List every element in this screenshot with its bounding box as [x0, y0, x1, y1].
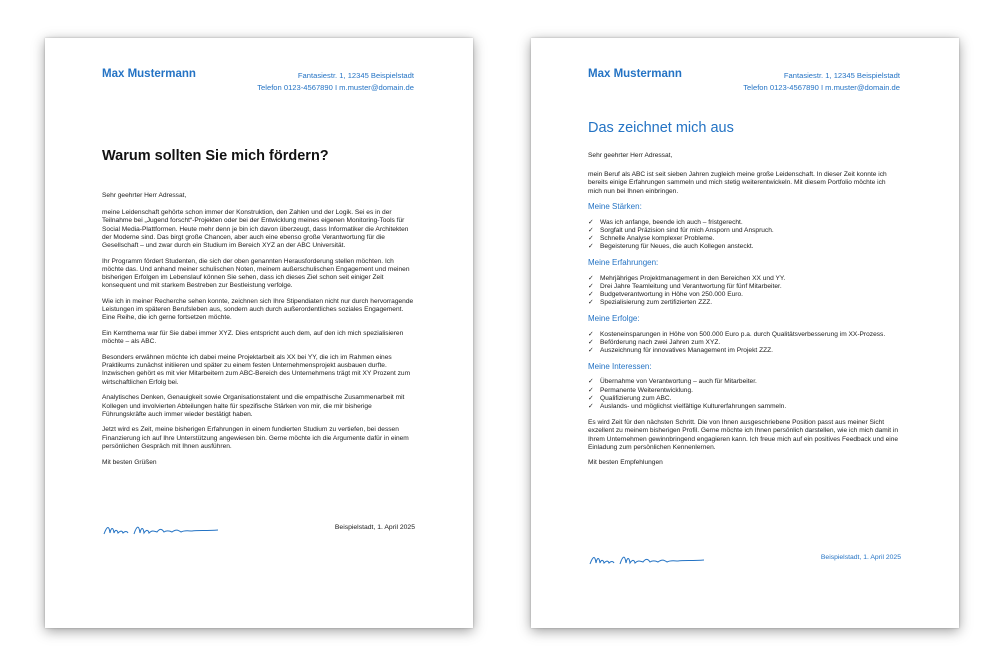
checkmark-icon: ✓	[588, 282, 594, 290]
list-item: ✓ Auslands- und möglichst vielfältige Kulturerfahrungen sammeln.	[588, 402, 787, 410]
list-item: ✓ Sorgfalt und Präzision sind für mich Ansporn und Anspruch.	[588, 226, 774, 234]
list-item: ✓ Schnelle Analyse komplexer Probleme.	[588, 234, 715, 242]
sender-address-block	[743, 70, 900, 93]
sender-name: Max Mustermann	[588, 68, 682, 80]
list-item: ✓ Kosteneinsparungen in Höhe von 500.000 Euro p.a. durch Qualitätsverbesserung im XX-Prozess.	[588, 330, 886, 338]
salutation: Sehr geehrter Herr Adressat,	[102, 192, 187, 199]
experience-list	[588, 275, 901, 308]
outro-paragraph: Es wird Zeit für den nächsten Schritt. Die von Ihnen ausgeschriebene Position passt aus meiner Sicht exzellent zu meinem bisherigen Profil. Gerne möchte ich Ihnen persönlich darstellen, wie ich mich damit in Ihrem Unternehmen gewinnbringend engagieren kann. Ich freue mich auf ein positives Feedback und eine Einladung zum persönlichen Kennenlernen.	[588, 419, 899, 451]
successes-list	[588, 331, 901, 356]
checkmark-icon: ✓	[588, 346, 594, 354]
paragraph: Jetzt wird es Zeit, meine bisherigen Erfahrungen in einem fundierten Studium zu vertiefen, bei dessen Finanzierung ich auf Ihre Unterstützung angewiesen bin. Gerne möchte ich die Argumente dafür in einem persönlichen Gespräch mit Ihnen ausführen.	[102, 426, 409, 450]
list-item: ✓ Spezialisierung zum zertifizierten ZZZ.	[588, 299, 713, 307]
sender-contact: Telefon 0123-4567890 I m.muster@domain.de	[257, 82, 414, 92]
section-heading-experience: Meine Erfahrungen:	[588, 258, 659, 268]
list-item: ✓ Qualifizierung zum ABC.	[588, 394, 672, 402]
sender-contact: Telefon 0123-4567890 I m.muster@domain.de	[743, 82, 900, 92]
closing: Mit besten Empfehlungen	[588, 459, 663, 467]
letter-body	[102, 192, 415, 474]
paragraph: Besonders erwähnen möchte ich dabei meine Projektarbeit als XX bei YY, die ich im Rahmen eines Praktikums zunächst initiieren und später zu einem festen Unternehmensprojekt ausbauen durfte. Inzwischen gehört es mit vier Mitarbeitern zum ABC-Bereich des Unternehmens trägt mit XY Prozent zum wirtschaftlichen Erfolg bei.	[102, 354, 411, 386]
list-item: ✓ Übernahme von Verantwortung – auch für Mitarbeiter.	[588, 378, 757, 386]
letter-page-2	[531, 38, 959, 628]
intro-paragraph: mein Beruf als ABC ist seit sieben Jahren zugleich meine große Leidenschaft. In dieser Zeit konnte ich bereits einige Erfahrungen sammeln und mich stetig weiterentwickeln. Mit diesem Portfolio möchte ich mich nun bei Ihnen einbringen.	[588, 171, 887, 195]
checkmark-icon: ✓	[588, 338, 594, 346]
letter-date: Beispielstadt, 1. April 2025	[820, 554, 901, 561]
list-item: ✓ Drei Jahre Teamleitung und Verantwortung für fünf Mitarbeiter.	[588, 282, 782, 290]
paragraph: meine Leidenschaft gehörte schon immer der Konstruktion, den Zahlen und der Logik. Sei es in der Teilnahme bei „Jugend forscht“-Projekten oder bei der Entwicklung meines eigenen Monitoring-Tools für Social Media-Plattformen. Heute mehr denn je bin ich davon überzeugt, dass Informatiker die Architekten der Moderne sind. Das birgt große Chancen, aber auch eine ebenso große Verantwortung für die Gesellschaft – und zwar durch ein Studium im Bereich XYZ an der ABC Universität.	[102, 209, 409, 250]
signature-row	[102, 520, 415, 540]
list-item: ✓ Budgetverantwortung in Höhe von 250.000 Euro.	[588, 290, 743, 298]
salutation: Sehr geehrter Herr Adressat,	[588, 152, 673, 159]
sender-address: Fantasiestr. 1, 12345 Beispielstadt	[783, 71, 900, 80]
checkmark-icon: ✓	[588, 226, 594, 234]
sender-address: Fantasiestr. 1, 12345 Beispielstadt	[297, 71, 414, 80]
letter-body	[588, 152, 901, 475]
sender-address-block	[257, 70, 414, 93]
checkmark-icon: ✓	[588, 402, 594, 410]
checkmark-icon: ✓	[588, 378, 594, 386]
checkmark-icon: ✓	[588, 299, 594, 307]
section-heading-strengths: Meine Stärken:	[588, 202, 642, 212]
checkmark-icon: ✓	[588, 274, 594, 282]
interests-list	[588, 378, 901, 411]
closing: Mit besten Grüßen	[102, 458, 157, 466]
letter-page-1	[45, 38, 473, 628]
handwritten-signature	[588, 550, 706, 570]
checkmark-icon: ✓	[588, 218, 594, 226]
checkmark-icon: ✓	[588, 386, 594, 394]
checkmark-icon: ✓	[588, 394, 594, 402]
page-title: Warum sollten Sie mich fördern?	[102, 148, 329, 164]
page-title: Das zeichnet mich aus	[588, 120, 734, 136]
signature-row	[588, 550, 901, 570]
list-item: ✓ Begeisterung für Neues, die auch Kollegen ansteckt.	[588, 243, 754, 251]
list-item: ✓ Permanente Weiterentwicklung.	[588, 386, 693, 394]
paragraph: Wie ich in meiner Recherche sehen konnte, zeichnen sich Ihre Stipendiaten nicht nur durch hervorragende Leistungen im späteren Berufsleben aus, sondern auch durch außerordentliches soziales Engagement. Eine Reihe, die ich gerne fortsetzen möchte.	[102, 298, 414, 322]
section-heading-successes: Meine Erfolge:	[588, 314, 640, 324]
checkmark-icon: ✓	[588, 234, 594, 242]
checkmark-icon: ✓	[588, 330, 594, 338]
sender-name: Max Mustermann	[102, 68, 196, 80]
strengths-list	[588, 219, 901, 252]
list-item: ✓ Was ich anfange, beende ich auch – fristgerecht.	[588, 218, 743, 226]
paragraph: Ein Kernthema war für Sie dabei immer XYZ. Dies entspricht auch dem, auf den ich mich spezialisieren möchte – als ABC.	[102, 330, 404, 346]
section-heading-interests: Meine Interessen:	[588, 362, 652, 372]
checkmark-icon: ✓	[588, 243, 594, 251]
list-item: ✓ Auszeichnung für innovatives Management im Projekt ZZZ.	[588, 346, 773, 354]
paragraph: Analytisches Denken, Genauigkeit sowie Organisationstalent und die empathische Zusammenarbeit mit Kollegen und involvierten Abteilungen halte für spezifische Stärken von mir, die mir bisherige Führungskräfte auch immer wieder bestätigt haben.	[102, 394, 405, 418]
list-item: ✓ Mehrjähriges Projektmanagement in den Bereichen XX und YY.	[588, 274, 786, 282]
letter-date: Beispielstadt, 1. April 2025	[334, 524, 415, 531]
list-item: ✓ Beförderung nach zwei Jahren zum XYZ.	[588, 338, 721, 346]
handwritten-signature	[102, 520, 220, 540]
checkmark-icon: ✓	[588, 290, 594, 298]
paragraph: Ihr Programm fördert Studenten, die sich der oben genannten Herausforderung stellen möchten. Ich möchte das. Und anhand meiner schulischen Noten, meinem außerschulischen Engagement und meinen bisherigen Erfolgen im Lebenslauf können Sie sehen, dass ich dieses Ziel schon seit einiger Zeit konsequent und mit starkem Bestreben zur Bestleistung verfolge.	[102, 257, 410, 290]
